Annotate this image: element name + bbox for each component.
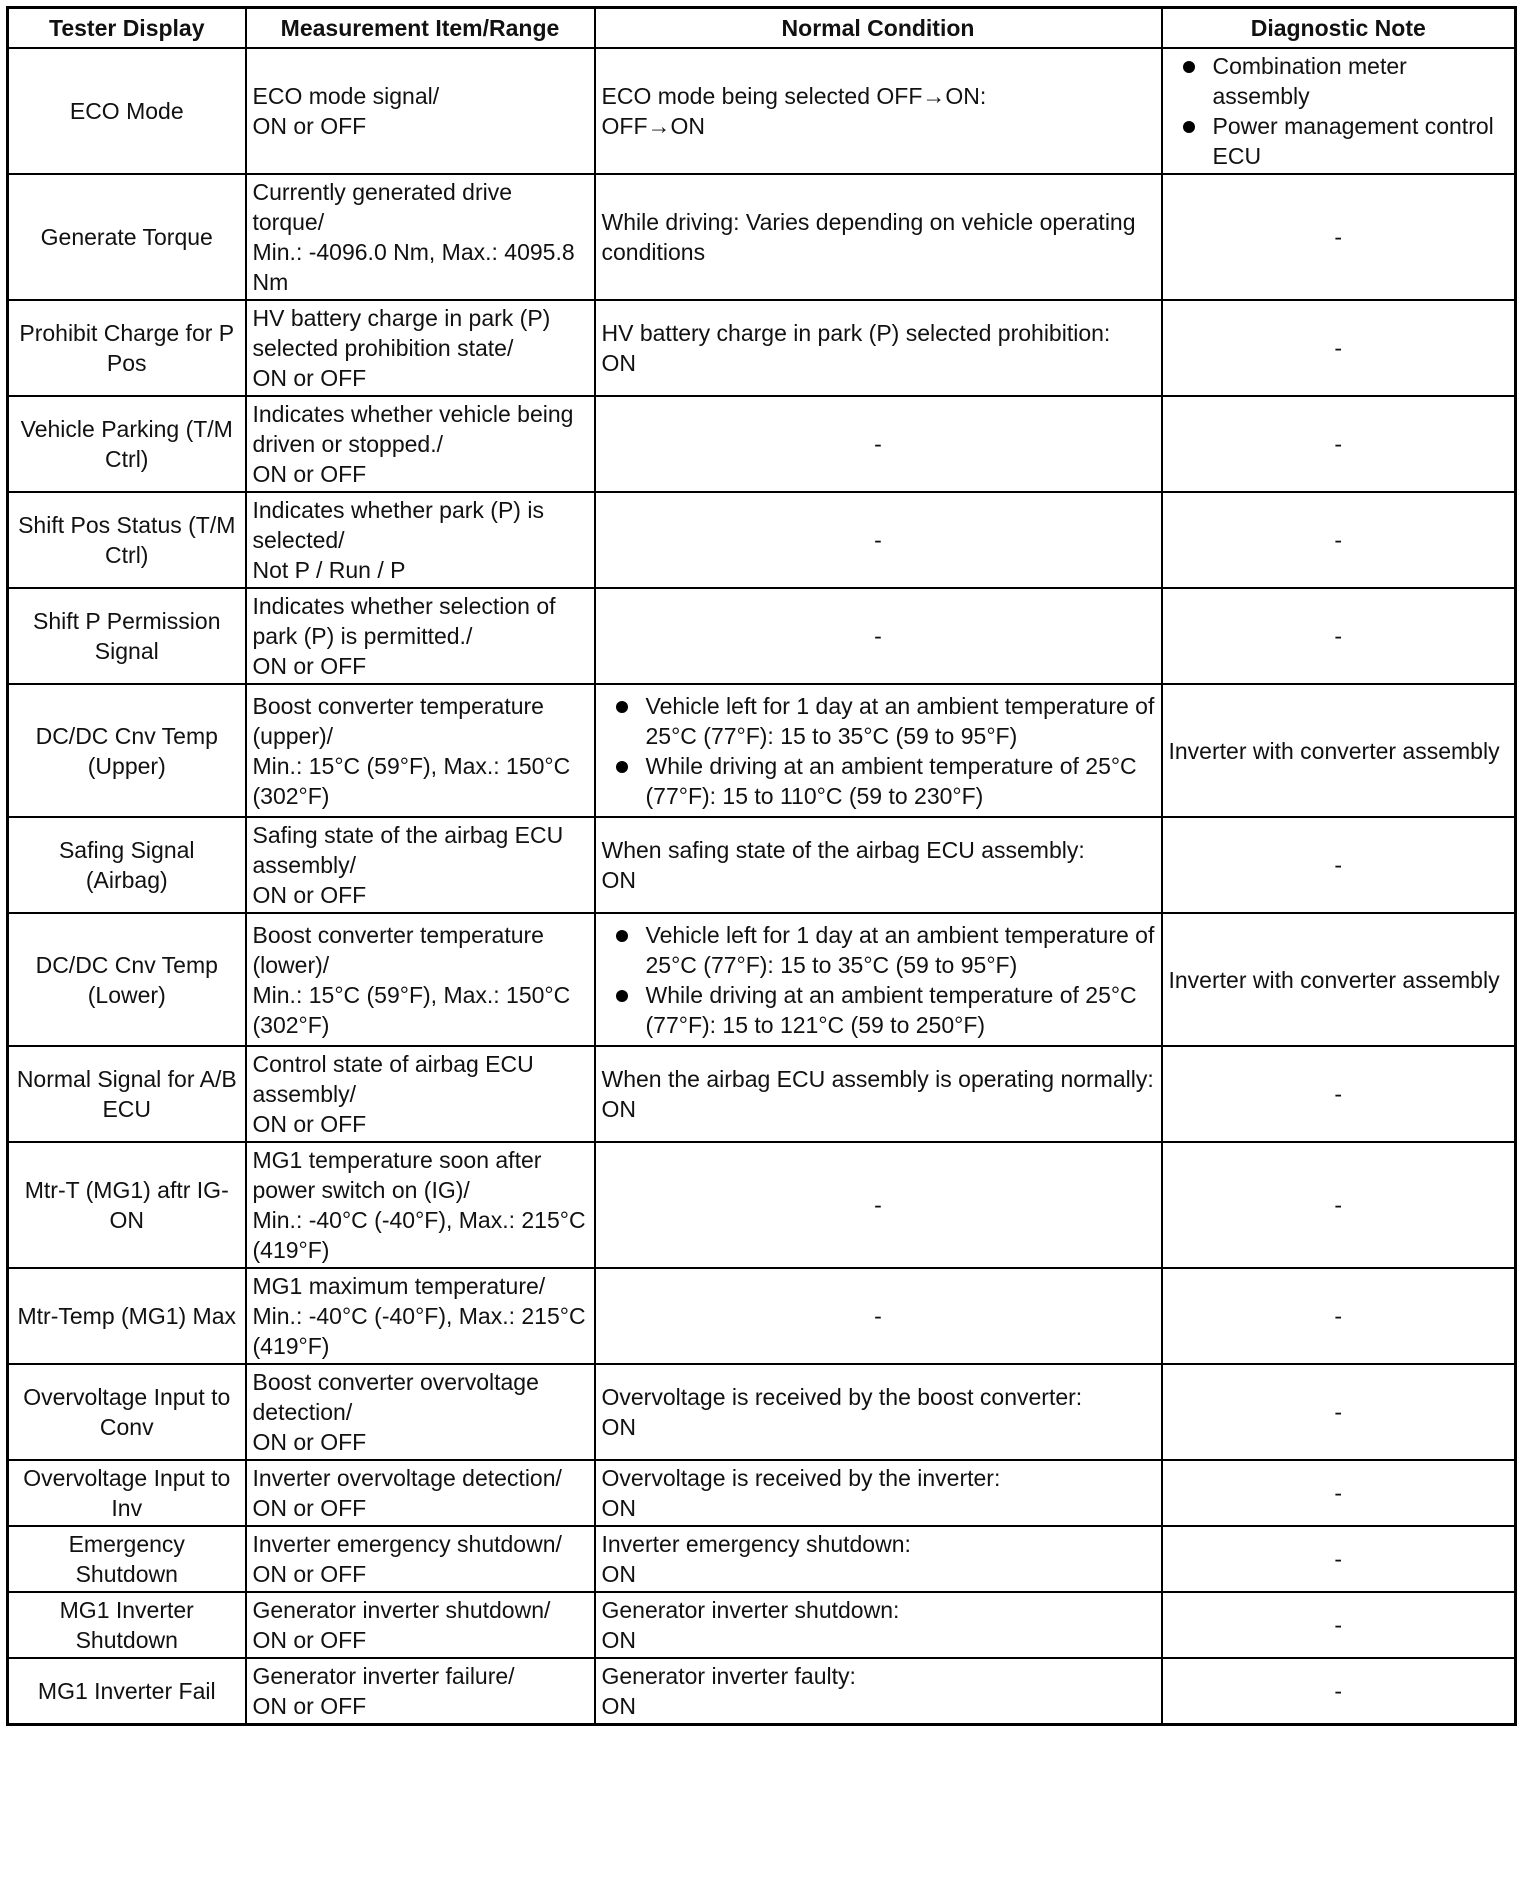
cell-line: Inverter with converter assembly [1168, 737, 1500, 764]
cell-tester-display [8, 684, 246, 817]
cell-line: Safing Signal (Airbag) [58, 837, 195, 893]
cell-normal-condition [595, 1460, 1162, 1526]
cell-measurement-item [246, 1268, 595, 1364]
cell-line: Inverter emergency shutdown/ [252, 1531, 562, 1557]
cell-line: MG1 Inverter Fail [37, 1678, 216, 1704]
bullet-item: Combination meter assembly [1169, 51, 1509, 111]
cell-tester-display [8, 396, 246, 492]
cell-line: Overvoltage Input to Inv [23, 1465, 231, 1521]
bullet-list [1169, 51, 1509, 171]
header-tester-display: Tester Display [8, 8, 246, 49]
cell-line: HV battery charge in park (P) selected prohibition: [601, 320, 1111, 346]
cell-line: ON or OFF [252, 461, 367, 487]
cell-line: - [1334, 527, 1343, 553]
bullet-item: Vehicle left for 1 day at an ambient temperature of 25°C (77°F): 15 to 35°C (59 to 95°F) [602, 920, 1155, 980]
cell-measurement-item [246, 684, 595, 817]
cell-line: - [874, 1192, 882, 1218]
cell-measurement-item [246, 588, 595, 684]
cell-line: - [874, 527, 882, 553]
cell-line: Indicates whether selection of park (P) is permitted./ [252, 593, 556, 649]
cell-line: - [1334, 1303, 1343, 1329]
cell-normal-condition [595, 300, 1162, 396]
header-normal-condition: Normal Condition [595, 8, 1162, 49]
cell-line: Shift P Permission Signal [33, 608, 221, 664]
data-list-table [6, 6, 1517, 1726]
cell-line: - [1334, 335, 1343, 361]
cell-measurement-item [246, 1526, 595, 1592]
cell-line: ON or OFF [252, 1561, 367, 1587]
data-list-sheet [6, 6, 1514, 1726]
header-diagnostic-note: Diagnostic Note [1162, 8, 1516, 49]
cell-line: - [1334, 1678, 1343, 1704]
cell-tester-display [8, 913, 246, 1046]
cell-normal-condition [595, 174, 1162, 300]
cell-line: ON or OFF [252, 882, 367, 908]
cell-line: ECO Mode [69, 98, 184, 124]
cell-line: Inverter with converter assembly [1168, 966, 1500, 993]
cell-line: Boost converter temperature (lower)/ [252, 921, 544, 978]
cell-line: Vehicle Parking (T/M Ctrl) [20, 416, 233, 472]
cell-line: - [1334, 1192, 1343, 1218]
cell-diagnostic-note [1162, 913, 1516, 1046]
cell-line: ON or OFF [252, 1627, 367, 1653]
cell-line: When the airbag ECU assembly is operating normally: [601, 1066, 1154, 1092]
cell-line: Overvoltage is received by the inverter: [601, 1465, 1001, 1491]
cell-line: Generator inverter shutdown/ [252, 1597, 551, 1623]
table-row [8, 1658, 1516, 1725]
bullet-item: Power management control ECU [1169, 111, 1509, 171]
cell-line: ON [601, 1693, 636, 1719]
cell-line: DC/DC Cnv Temp (Lower) [35, 951, 218, 1008]
table-row [8, 174, 1516, 300]
cell-line: ON or OFF [252, 1111, 367, 1137]
header-measurement-item: Measurement Item/Range [246, 8, 595, 49]
cell-line: ON [601, 1495, 636, 1521]
table-row [8, 1460, 1516, 1526]
cell-line: Generator inverter shutdown: [601, 1597, 900, 1623]
cell-line: DC/DC Cnv Temp (Upper) [35, 722, 218, 779]
cell-line: - [1334, 1546, 1343, 1572]
cell-line: Inverter overvoltage detection/ [252, 1465, 562, 1491]
bullet-item: Vehicle left for 1 day at an ambient temperature of 25°C (77°F): 15 to 35°C (59 to 95°F) [602, 691, 1155, 751]
cell-line: MG1 temperature soon after power switch on (IG)/ [252, 1147, 542, 1203]
cell-normal-condition [595, 684, 1162, 817]
cell-measurement-item [246, 300, 595, 396]
cell-line: Generate Torque [40, 224, 213, 250]
cell-diagnostic-note [1162, 1460, 1516, 1526]
table-row [8, 48, 1516, 174]
cell-line: - [874, 431, 882, 457]
cell-line: - [874, 1303, 882, 1329]
cell-line: ON or OFF [252, 1495, 367, 1521]
cell-line: Prohibit Charge for P Pos [19, 320, 235, 376]
cell-line: Emergency Shutdown [68, 1531, 185, 1587]
cell-normal-condition [595, 913, 1162, 1046]
cell-line: MG1 Inverter Shutdown [59, 1597, 194, 1653]
table-row [8, 1268, 1516, 1364]
cell-line: - [1334, 623, 1343, 649]
bullet-list [602, 691, 1155, 811]
cell-diagnostic-note [1162, 1526, 1516, 1592]
cell-line: Generator inverter failure/ [252, 1663, 515, 1689]
cell-line: While driving: Varies depending on vehicle operating conditions [601, 209, 1136, 265]
cell-line: Indicates whether park (P) is selected/ [252, 497, 544, 553]
cell-tester-display [8, 1658, 246, 1725]
cell-normal-condition [595, 492, 1162, 588]
cell-line: HV battery charge in park (P) selected prohibition state/ [252, 305, 551, 361]
cell-line: Mtr-T (MG1) aftr IG-ON [24, 1177, 229, 1233]
cell-line: ON [601, 1627, 636, 1653]
cell-tester-display [8, 817, 246, 913]
cell-diagnostic-note [1162, 1142, 1516, 1268]
cell-tester-display [8, 492, 246, 588]
cell-diagnostic-note [1162, 492, 1516, 588]
cell-line: Safing state of the airbag ECU assembly/ [252, 822, 564, 878]
cell-line: ON [601, 1096, 636, 1122]
cell-line: - [1334, 1612, 1343, 1638]
cell-diagnostic-note [1162, 1046, 1516, 1142]
cell-measurement-item [246, 1142, 595, 1268]
cell-diagnostic-note [1162, 1592, 1516, 1658]
cell-tester-display [8, 300, 246, 396]
cell-line: - [874, 623, 882, 649]
cell-tester-display [8, 1526, 246, 1592]
cell-line: ON [601, 1561, 636, 1587]
table-row [8, 396, 1516, 492]
cell-diagnostic-note [1162, 396, 1516, 492]
cell-line: MG1 maximum temperature/ [252, 1273, 546, 1299]
cell-line: Currently generated drive torque/ [252, 179, 513, 235]
cell-normal-condition [595, 1526, 1162, 1592]
cell-diagnostic-note [1162, 300, 1516, 396]
cell-line: - [1334, 852, 1343, 878]
bullet-item: While driving at an ambient temperature of 25°C (77°F): 15 to 121°C (59 to 250°F) [602, 980, 1155, 1040]
cell-normal-condition [595, 48, 1162, 174]
cell-line: Boost converter temperature (upper)/ [252, 692, 544, 749]
cell-measurement-item [246, 1046, 595, 1142]
bullet-list [602, 920, 1155, 1040]
cell-line: - [1334, 1480, 1343, 1506]
cell-tester-display [8, 1046, 246, 1142]
cell-line: Min.: 15°C (59°F), Max.: 150°C (302°F) [252, 752, 571, 809]
table-row [8, 300, 1516, 396]
table-row [8, 1046, 1516, 1142]
cell-tester-display [8, 1142, 246, 1268]
cell-line: Boost converter overvoltage detection/ [252, 1369, 539, 1425]
cell-diagnostic-note [1162, 1364, 1516, 1460]
cell-line: ON [601, 350, 636, 376]
bullet-item: While driving at an ambient temperature of 25°C (77°F): 15 to 110°C (59 to 230°F) [602, 751, 1155, 811]
table-row [8, 1364, 1516, 1460]
table-row [8, 588, 1516, 684]
cell-measurement-item [246, 174, 595, 300]
cell-diagnostic-note [1162, 588, 1516, 684]
cell-line: Generator inverter faulty: [601, 1663, 856, 1689]
header-row [8, 8, 1516, 49]
table-row [8, 1592, 1516, 1658]
cell-normal-condition [595, 817, 1162, 913]
cell-line: Mtr-Temp (MG1) Max [17, 1303, 236, 1329]
cell-normal-condition [595, 1658, 1162, 1725]
cell-line: ON or OFF [252, 1429, 367, 1455]
cell-line: Overvoltage Input to Conv [23, 1384, 231, 1440]
cell-normal-condition [595, 588, 1162, 684]
table-row [8, 1526, 1516, 1592]
cell-normal-condition [595, 396, 1162, 492]
cell-normal-condition [595, 1592, 1162, 1658]
cell-line: ON or OFF [252, 653, 367, 679]
cell-diagnostic-note [1162, 1658, 1516, 1725]
cell-line: OFF→ON [601, 113, 705, 139]
cell-line: ON or OFF [252, 365, 367, 391]
cell-line: ECO mode signal/ [252, 83, 440, 109]
cell-normal-condition [595, 1364, 1162, 1460]
cell-line: ON or OFF [252, 113, 367, 139]
cell-line: ON [601, 867, 636, 893]
cell-line: - [1334, 1081, 1343, 1107]
cell-measurement-item [246, 1460, 595, 1526]
cell-line: Shift Pos Status (T/M Ctrl) [18, 512, 236, 568]
cell-line: Normal Signal for A/B ECU [16, 1066, 237, 1122]
cell-diagnostic-note [1162, 817, 1516, 913]
cell-measurement-item [246, 396, 595, 492]
cell-line: Control state of airbag ECU assembly/ [252, 1051, 534, 1107]
cell-diagnostic-note [1162, 684, 1516, 817]
cell-tester-display [8, 1268, 246, 1364]
cell-line: ECO mode being selected OFF→ON: [601, 83, 987, 109]
cell-measurement-item [246, 1592, 595, 1658]
cell-line: Min.: -40°C (-40°F), Max.: 215°C (419°F) [252, 1303, 586, 1359]
cell-line: - [1334, 1399, 1343, 1425]
cell-measurement-item [246, 913, 595, 1046]
cell-tester-display [8, 1460, 246, 1526]
cell-normal-condition [595, 1142, 1162, 1268]
table-row [8, 684, 1516, 817]
cell-measurement-item [246, 492, 595, 588]
cell-line: Min.: -40°C (-40°F), Max.: 215°C (419°F) [252, 1207, 586, 1263]
cell-line: Indicates whether vehicle being driven or stopped./ [252, 401, 574, 457]
cell-line: ON or OFF [252, 1693, 367, 1719]
cell-normal-condition [595, 1046, 1162, 1142]
cell-measurement-item [246, 48, 595, 174]
cell-line: ON [601, 1414, 636, 1440]
cell-tester-display [8, 1364, 246, 1460]
cell-tester-display [8, 174, 246, 300]
table-row [8, 817, 1516, 913]
cell-line: - [1334, 224, 1343, 250]
cell-line: - [1334, 431, 1343, 457]
table-row [8, 1142, 1516, 1268]
cell-line: Not P / Run / P [252, 557, 406, 583]
cell-tester-display [8, 588, 246, 684]
cell-diagnostic-note [1162, 1268, 1516, 1364]
cell-measurement-item [246, 1658, 595, 1725]
cell-tester-display [8, 48, 246, 174]
cell-line: When safing state of the airbag ECU assembly: [601, 837, 1085, 863]
cell-measurement-item [246, 1364, 595, 1460]
cell-tester-display [8, 1592, 246, 1658]
cell-normal-condition [595, 1268, 1162, 1364]
cell-line: Overvoltage is received by the boost converter: [601, 1384, 1083, 1410]
table-row [8, 492, 1516, 588]
cell-line: Inverter emergency shutdown: [601, 1531, 911, 1557]
cell-line: Min.: -4096.0 Nm, Max.: 4095.8 Nm [252, 239, 575, 295]
cell-measurement-item [246, 817, 595, 913]
cell-diagnostic-note [1162, 48, 1516, 174]
cell-diagnostic-note [1162, 174, 1516, 300]
cell-line: Min.: 15°C (59°F), Max.: 150°C (302°F) [252, 981, 571, 1038]
table-row [8, 913, 1516, 1046]
